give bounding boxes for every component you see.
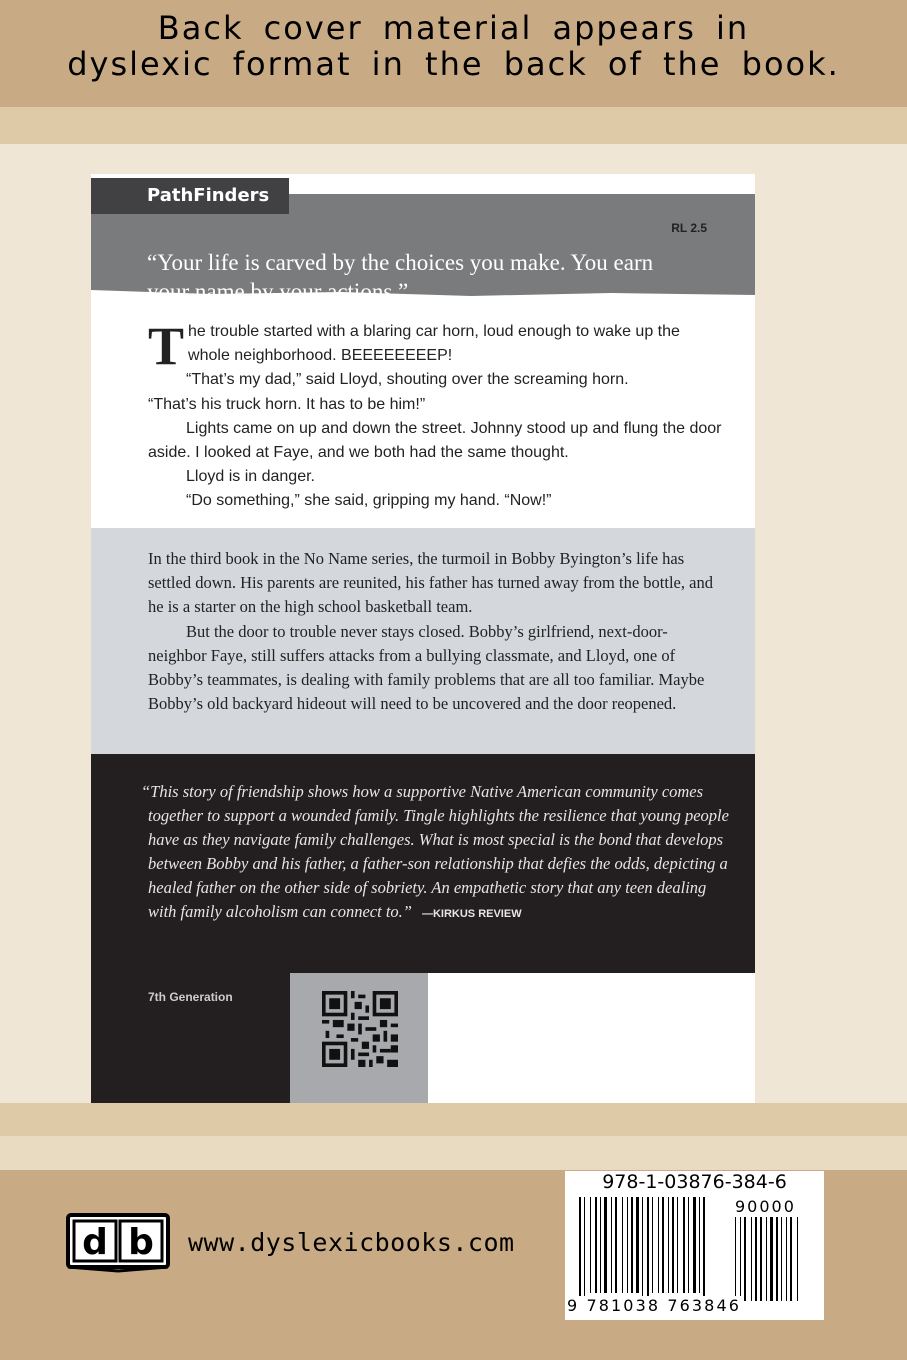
addon-bar bbox=[755, 1217, 757, 1301]
barcode-bar bbox=[627, 1197, 628, 1293]
isbn-text: 978-1-03876-384-6 bbox=[602, 1171, 787, 1193]
review-text: “This story of friendship shows how a supportive Native American community comes together to support a wounded family. Tingle highlights the resilience that young people have as they navigate family challenges. What is most special is the bond that develops between Bobby and his father, a father-son relationship that defies the odds, depicting a healed father on the other side of sobriety. An empathetic story that any teen dealing with family alcoholism can connect to.” bbox=[141, 782, 729, 921]
logo-letter-b: b bbox=[128, 1222, 154, 1263]
excerpt-paragraph: “Do something,” she said, gripping my hand. “Now!” bbox=[186, 492, 552, 510]
barcode-bar bbox=[699, 1197, 700, 1293]
excerpt-paragraph: “That’s my dad,” said Lloyd, shouting over the screaming horn. bbox=[186, 371, 629, 389]
notice-text bbox=[0, 10, 907, 82]
stripe bbox=[0, 1103, 907, 1136]
stripe bbox=[0, 1136, 907, 1170]
addon-bar bbox=[760, 1217, 762, 1301]
barcode-bar bbox=[631, 1197, 633, 1293]
barcode-bar bbox=[688, 1197, 689, 1293]
barcode-bar bbox=[642, 1197, 643, 1301]
barcode-bar bbox=[604, 1197, 607, 1293]
addon-bar bbox=[776, 1217, 778, 1301]
review-source: —KIRKUS REVIEW bbox=[421, 908, 522, 920]
addon-bar bbox=[781, 1217, 782, 1301]
barcode-bar bbox=[658, 1197, 659, 1293]
addon-bar bbox=[740, 1217, 741, 1301]
blurb-paragraph: But the door to trouble never stays closed. Bobby’s girlfriend, next-door-neighbor Faye, still suffers attacks from a bullying classmate, and Lloyd, one of Bobby’s teammates, is dealing with family problems that are all too familiar. Maybe Bobby’s old backyard hideout will need to be uncovered and the door reopened. bbox=[148, 621, 705, 714]
barcode-bar bbox=[677, 1197, 678, 1293]
barcode-bar bbox=[622, 1197, 623, 1293]
excerpt-paragraph: Lloyd is in danger. bbox=[186, 468, 315, 486]
barcode-bar bbox=[615, 1197, 617, 1293]
barcode-bar bbox=[693, 1197, 696, 1293]
excerpt-paragraph: “That’s his truck horn. It has to be him!” bbox=[148, 395, 426, 413]
dyslexic-books-logo bbox=[66, 1213, 170, 1273]
logo-letters: d bbox=[82, 1222, 108, 1263]
barcode-bar bbox=[636, 1197, 639, 1293]
top-notice-band bbox=[0, 0, 907, 107]
barcode-bar bbox=[579, 1197, 581, 1301]
barcode-bar bbox=[672, 1197, 674, 1293]
excerpt bbox=[148, 316, 723, 514]
excerpt-paragraph: he trouble started with a blaring car horn, loud enough to wake up the whole neighborhood. BEEEEEEEEP! bbox=[188, 323, 680, 365]
barcode-bar bbox=[647, 1197, 649, 1301]
website-url[interactable]: www.dyslexicbooks.com bbox=[188, 1228, 515, 1257]
addon-bar bbox=[770, 1217, 773, 1301]
barcode-bar bbox=[662, 1197, 664, 1293]
qr-code-icon bbox=[318, 991, 402, 1067]
cover-quote bbox=[147, 248, 737, 306]
excerpt-paragraph: Lights came on up and down the street. Johnny stood up and flung the door aside. I looked at Faye, and we both had the same thought. bbox=[148, 419, 722, 462]
notice-line-1: Back cover material appears in bbox=[157, 9, 750, 47]
notice-line-2: dyslexic format in the back of the book. bbox=[67, 45, 840, 83]
barcode-bar bbox=[590, 1197, 591, 1293]
addon-bar bbox=[797, 1217, 798, 1301]
barcode-bar bbox=[703, 1197, 705, 1301]
publisher-block bbox=[91, 973, 290, 1103]
barcode-bar bbox=[652, 1197, 653, 1293]
addon-bar bbox=[786, 1217, 787, 1301]
barcode-bar bbox=[668, 1197, 669, 1293]
barcode-bar bbox=[611, 1197, 612, 1293]
addon-bar bbox=[751, 1217, 752, 1301]
barcode-bar bbox=[683, 1197, 685, 1293]
barcode bbox=[565, 1171, 824, 1320]
reading-level: RL 2.5 bbox=[671, 221, 707, 235]
barcode-bar bbox=[584, 1197, 585, 1301]
series-label: PathFinders bbox=[91, 178, 289, 214]
barcode-bar bbox=[600, 1197, 601, 1293]
addon-bar bbox=[766, 1217, 767, 1301]
addon-bar bbox=[790, 1217, 792, 1301]
stripe bbox=[0, 107, 907, 144]
back-cover bbox=[91, 174, 755, 1103]
price-code: 90000 bbox=[735, 1197, 796, 1216]
addon-bar bbox=[744, 1217, 746, 1301]
addon-bar bbox=[735, 1217, 736, 1301]
publisher-name: 7th Generation bbox=[148, 990, 233, 1004]
review bbox=[141, 780, 731, 926]
quote-line-2: your name by your actions.” bbox=[147, 279, 409, 304]
drop-cap: T bbox=[148, 316, 185, 376]
barcode-bar bbox=[595, 1197, 597, 1293]
blurb-paragraph: In the third book in the No Name series, the turmoil in Bobby Byington’s life has settled down. His parents are reunited, his father has turned away from the bottle, and he is a starter on the high school basketball team. bbox=[148, 549, 713, 617]
blurb bbox=[148, 547, 720, 716]
qr-block bbox=[290, 973, 428, 1103]
ean-digits: 9 781038 763846 bbox=[567, 1296, 742, 1315]
quote-line-1: “Your life is carved by the choices you make. You earn bbox=[147, 250, 654, 275]
